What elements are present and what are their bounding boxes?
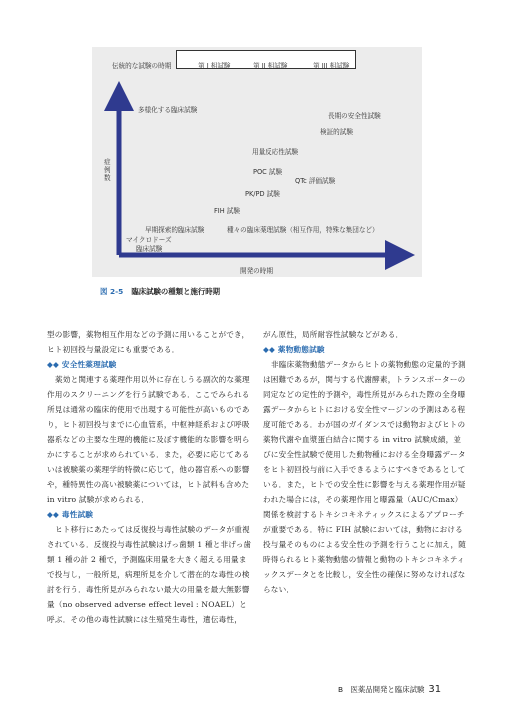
phase-2-label: 第 II 相試験 [253, 62, 288, 70]
left-paragraph-3: ヒト移行にあたっては反復投与毒性試験のデータが重視されている．反復投与毒性試験はげっ歯類 1 種と非げっ歯類 1 種の計 2 種で，予測臨床用量を大きく超える用量まで投与し，一般所見，病理所見を介して潜在的な毒性の検討を行う．毒性所見がみられない最大の用量を最大無影響量（no observed adverse effect level : NOAEL）と呼ぶ．その他の毒性試験には生殖発生毒性，遺伝毒性， [47, 525, 252, 624]
label-ddi: 種々の臨床薬理試験（相互作用，特殊な集団など） [227, 226, 379, 234]
label-pkpd: PK/PD 試験 [245, 190, 280, 198]
label-microdose-1: マイクロドーズ [126, 236, 172, 244]
label-fih: FIH 試験 [214, 207, 240, 215]
label-long-safety: 長期の安全性試験 [328, 112, 381, 120]
heading-safety-pharmacology: ◆◆ 安全性薬理試験 [47, 360, 117, 369]
label-poc: POC 試験 [253, 168, 283, 176]
label-microdose-2: 臨床試験 [136, 245, 163, 253]
label-dose-response: 用量反応性試験 [252, 148, 299, 156]
left-paragraph-1: 型の影響，薬物相互作用などの予測に用いることができ，ヒト初回投与量設定にも重要である． [47, 330, 250, 354]
right-column [263, 327, 468, 597]
label-multi: 多様化する臨床試験 [138, 106, 198, 114]
page-footer [338, 684, 441, 695]
figure-caption [100, 286, 220, 297]
label-qtc: QTc 評価試験 [295, 177, 336, 185]
caption-text: 臨床試験の種類と施行時期 [131, 287, 221, 296]
footer-section: B 医薬品開発と臨床試験 [338, 685, 425, 694]
heading-toxicity: ◆◆ 毒性試験 [47, 510, 94, 519]
conventional-label: 伝統的な試験の時期 [112, 62, 172, 70]
left-paragraph-2: 薬効と関連する薬理作用以外に存在しうる副次的な薬理作用のスクリーニングを行う試験である．ここでみられる所見は通常の臨床的使用で出現する可能性が高いものであり，ヒト初回投与までに心血管系，中枢神経系および呼吸器系などの主要な生理的機能に及ぼす機能的な影響を明らかにすることが求められている．また，必要に応じてあるいは被験薬の薬理学的特徴に応じて，他の器官系への影響や，種特異性の高い被験薬については，ヒト試料も含めた in vitro 試験が求められる． [47, 375, 250, 504]
label-early-exploratory: 早期探索的臨床試験 [145, 226, 205, 234]
x-axis-label: 開発の時期 [240, 267, 273, 275]
left-column [47, 327, 252, 627]
caption-number: 図 2-5 [100, 287, 124, 296]
phase-3-label: 第 III 相試験 [313, 62, 350, 70]
y-axis-label: 症 例 数 [104, 158, 111, 182]
page-number: 31 [428, 684, 442, 695]
right-paragraph-1: がん原性，局所耐容性試験などがある． [263, 330, 404, 339]
right-paragraph-2: 非臨床薬物動態データからヒトの薬物動態の定量的予測は困難であるが，関与する代謝酵素，トランスポーターの同定などの定性的予測や，毒性所見がみられた際の全身曝露データからヒトにおける安全性マージンの予測はある程度可能である．わが国のガイダンスでは動物およびヒトの薬物代謝や血漿蛋白結合に関する in vitro 試験成績，並びに安全性試験で使用した動物種における全身曝露データをヒト初回投与前に入手できるようにすべきであるとしている．また，ヒトでの安全性に影響を与える薬理作用が疑われた場合には，その薬理作用と曝露量（AUC/Cmax）関係を検討するトキシコキネティックスによるアプローチが重要である．特に FIH 試験においては，動物における投与量そのものによる安全性の予測を行うことに加え，随時得られるヒト薬物動態の情報と動物のトキシコキネティックスデータとを比較し，安全性の確保に努めなければならない． [263, 360, 467, 594]
heading-pharmacokinetics: ◆◆ 薬物動態試験 [263, 345, 325, 354]
phase-1-label: 第 I 相試験 [198, 62, 231, 70]
label-confirmatory: 検証的試験 [320, 128, 353, 136]
